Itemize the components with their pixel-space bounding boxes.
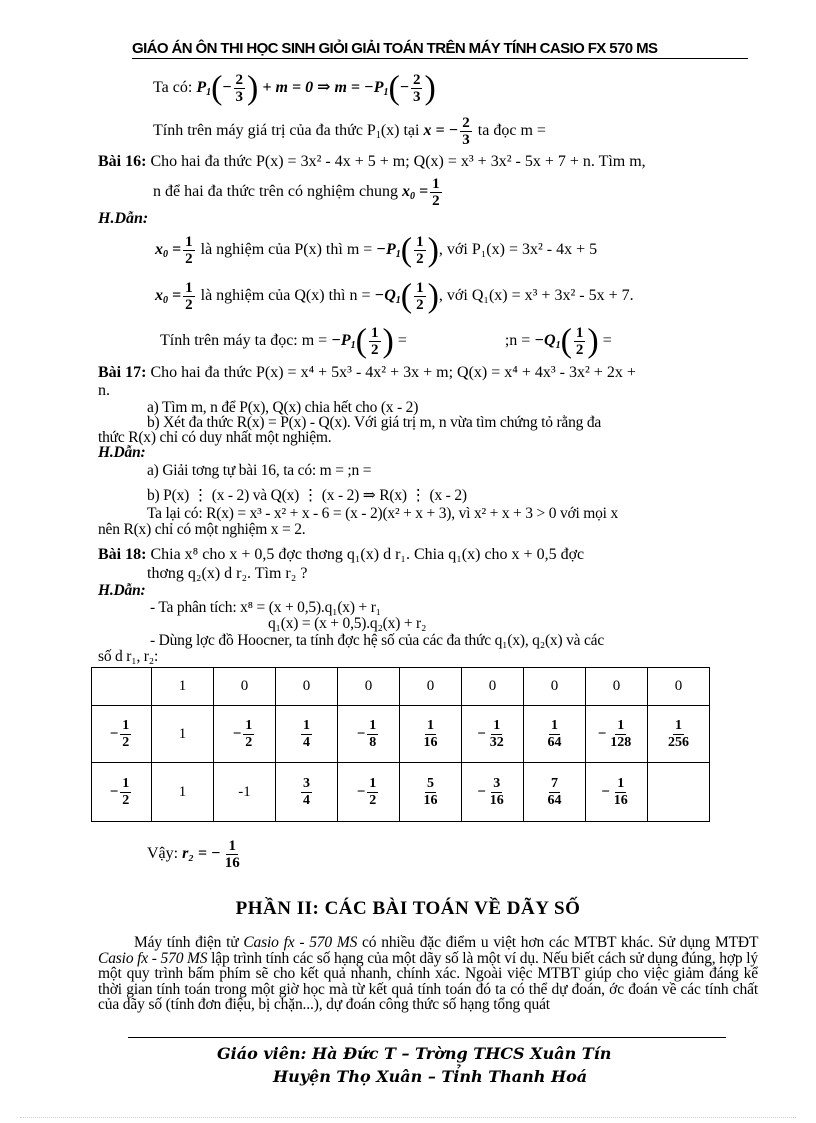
table-cell: 0 (586, 668, 648, 706)
bai17-sd: nên R(x) chỉ có một nghiệm x = 2. (98, 521, 306, 538)
bai17-sa: a) Giải tơng tự bài 16, ta có: m = ;n = (147, 462, 372, 479)
bai18-hdan: H.Dẫn: (98, 582, 146, 599)
bai16-row2: $x_0$ = $\frac{1}{2}$ là nghiệm của Q(x) thì $n = -Q_1$( $\frac{1}{2}$ ), với Q₁(x) = x³ + 3x² - 5x + 7. (155, 277, 634, 315)
bai18-s2: q₁(x) = (x + 0,5).q₂(x) + r₂ (268, 615, 427, 632)
table-cell: − $\frac{1}{2}$ (92, 763, 152, 822)
table-cell: − $\frac{1}{32}$ (462, 706, 524, 763)
bai18-s4: số d r₁, r₂: (98, 648, 159, 665)
bai16-line2: n để hai đa thức trên có nghiệm chung $x_0$ = $\frac{1}{2}$ (153, 176, 440, 209)
bai16-row1: $x_0$ = $\frac{1}{2}$ là nghiệm của P(x) thì $m = -P_1$( $\frac{1}{2}$ ), với P₁(x) = 3x² - 4x + 5 (155, 231, 598, 269)
table-cell: $\frac{5}{16}$ (400, 763, 462, 822)
table-cell (92, 668, 152, 706)
bai16-calc: Tính trên máy ta đọc: $m = -P_1$( $\frac{1}{2}$ ) = ;n = $-Q_1$( $\frac{1}{2}$ ) = (160, 322, 612, 360)
conclusion: Vậy: r₂ = − $\frac{1}{16}$ (147, 838, 240, 871)
bai17-hdan: H.Dẫn: (98, 444, 146, 461)
table-cell: 0 (276, 668, 338, 706)
bai17-a: a) Tìm m, n để P(x), Q(x) chia hết cho (x - 2) (147, 399, 419, 416)
table-cell: $\frac{1}{64}$ (524, 706, 586, 763)
table-cell: − $\frac{1}{2}$ (338, 763, 400, 822)
footer-rule (128, 1037, 726, 1038)
table-cell: 1 (152, 706, 214, 763)
intro-tinh-line: Tính trên máy giá trị của đa thức $P_1(x)$ tại x = − $\frac{2}{3}$ ta đọc m = (153, 115, 546, 148)
table-cell: − $\frac{1}{8}$ (338, 706, 400, 763)
intro-eq-m: m = 0 ⇒ m = − (275, 79, 374, 97)
bai17-b2: thức R(x) chỉ có duy nhất một nghiệm. (98, 429, 332, 446)
table-cell: − $\frac{1}{2}$ (92, 706, 152, 763)
table-cell: $\frac{3}{4}$ (276, 763, 338, 822)
intro-taco-label: Ta có: (153, 79, 193, 97)
table-cell: 0 (214, 668, 276, 706)
table-row (92, 706, 710, 763)
page-header: GIÁO ÁN ÔN THI HỌC SINH GIỎI GIẢI TOÁN TRÊN MÁY TÍNH CASIO FX 570 MS (132, 40, 748, 59)
table-cell: $\frac{1}{16}$ (400, 706, 462, 763)
table-cell: 0 (462, 668, 524, 706)
table-cell: 0 (524, 668, 586, 706)
intro-equation: Ta có: $P_1(-$ $\frac{2}{3}$ ) + m = 0 ⇒ $m = -P_1(-$ $\frac{2}{3}$ ) (153, 69, 436, 107)
bai17-sb: b) P(x) ⋮ (x - 2) và Q(x) ⋮ (x - 2) ⇒ R(x) ⋮ (x - 2) (147, 487, 467, 504)
bai18-line2: thơng q₂(x) d r₂. Tìm r₂ ? (147, 565, 308, 582)
table-cell: 0 (338, 668, 400, 706)
table-cell: 1 (152, 668, 214, 706)
part2-heading: PHẦN II: CÁC BÀI TOÁN VỀ DÃY SỐ (235, 898, 581, 919)
horner-table (91, 667, 710, 822)
table-cell: 0 (648, 668, 710, 706)
part2-paragraph: Máy tính điện tử Casio fx - 570 MS có nhiều đặc điểm u việt hơn các MTBT khác. Sử dụng MTĐT Casio fx - 570 MS lập trình tính các số hạng của một dãy số là một ví dụ. Nếu biết cách sử dụng đúng, hợp lý một quy trình bấm phím sẽ cho kết quả nhanh, chính xác. Ngoài việc MTBT giúp cho việc giảm đáng kể thời gian tính toán trong một giờ học mà từ kết quả tính toán đó ta có thể dự đoán, ớc đoán về các tính chất của dãy số (tính đơn điệu, bị chặn...), dự đoán công thức số hạng tổng quát (98, 934, 758, 1013)
bai17-line1: Bài 17: Cho hai đa thức P(x) = x⁴ + 5x³ - 4x² + 3x + m; Q(x) = x⁴ + 4x³ - 3x² + 2x + (98, 364, 636, 381)
table-cell: 0 (400, 668, 462, 706)
bai16-hdan: H.Dẫn: (98, 210, 149, 227)
bai18-s3: - Dùng lợc đồ Hoocner, ta tính đợc hệ số của các đa thức q₁(x), q₂(x) và các (150, 632, 605, 649)
bai18-s1: - Ta phân tích: x⁸ = (x + 0,5).q₁(x) + r₁ (150, 599, 381, 616)
table-cell: − $\frac{1}{2}$ (214, 706, 276, 763)
table-cell: − $\frac{3}{16}$ (462, 763, 524, 822)
table-row (92, 668, 710, 706)
table-cell: − $\frac{1}{16}$ (586, 763, 648, 822)
bai17-b1: b) Xét đa thức R(x) = P(x) - Q(x). Với giá trị m, n vừa tìm chứng tỏ rằng đa (147, 414, 602, 431)
table-cell: -1 (214, 763, 276, 822)
bai17-line2: n. (98, 382, 110, 399)
page-bottom-divider (20, 1117, 796, 1118)
table-cell: $\frac{1}{256}$ (648, 706, 710, 763)
bai16-line1: Bài 16: Cho hai đa thức P(x) = 3x² - 4x + 5 + m; Q(x) = x³ + 3x² - 5x + 7 + n. Tìm m, (98, 153, 646, 170)
bai17-sc: Ta lại có: R(x) = x³ - x² + x - 6 = (x - 2)(x² + x + 3), vì x² + x + 3 > 0 với mọi x (147, 505, 619, 522)
footer-line2: Huyện Thọ Xuân – Tỉnh Thanh Hoá (273, 1067, 588, 1086)
table-cell: $\frac{7}{64}$ (524, 763, 586, 822)
table-cell: − $\frac{1}{128}$ (586, 706, 648, 763)
table-cell (648, 763, 710, 822)
table-cell: 1 (152, 763, 214, 822)
footer-line1: Giáo viên: Hà Đức T – Trờng THCS Xuân Tín (217, 1044, 612, 1063)
table-row (92, 763, 710, 822)
bai18-line1: Bài 18: Chia x⁸ cho x + 0,5 đợc thơng q₁(x) d r₁. Chia q₁(x) cho x + 0,5 đợc (98, 546, 585, 563)
table-cell: $\frac{1}{4}$ (276, 706, 338, 763)
